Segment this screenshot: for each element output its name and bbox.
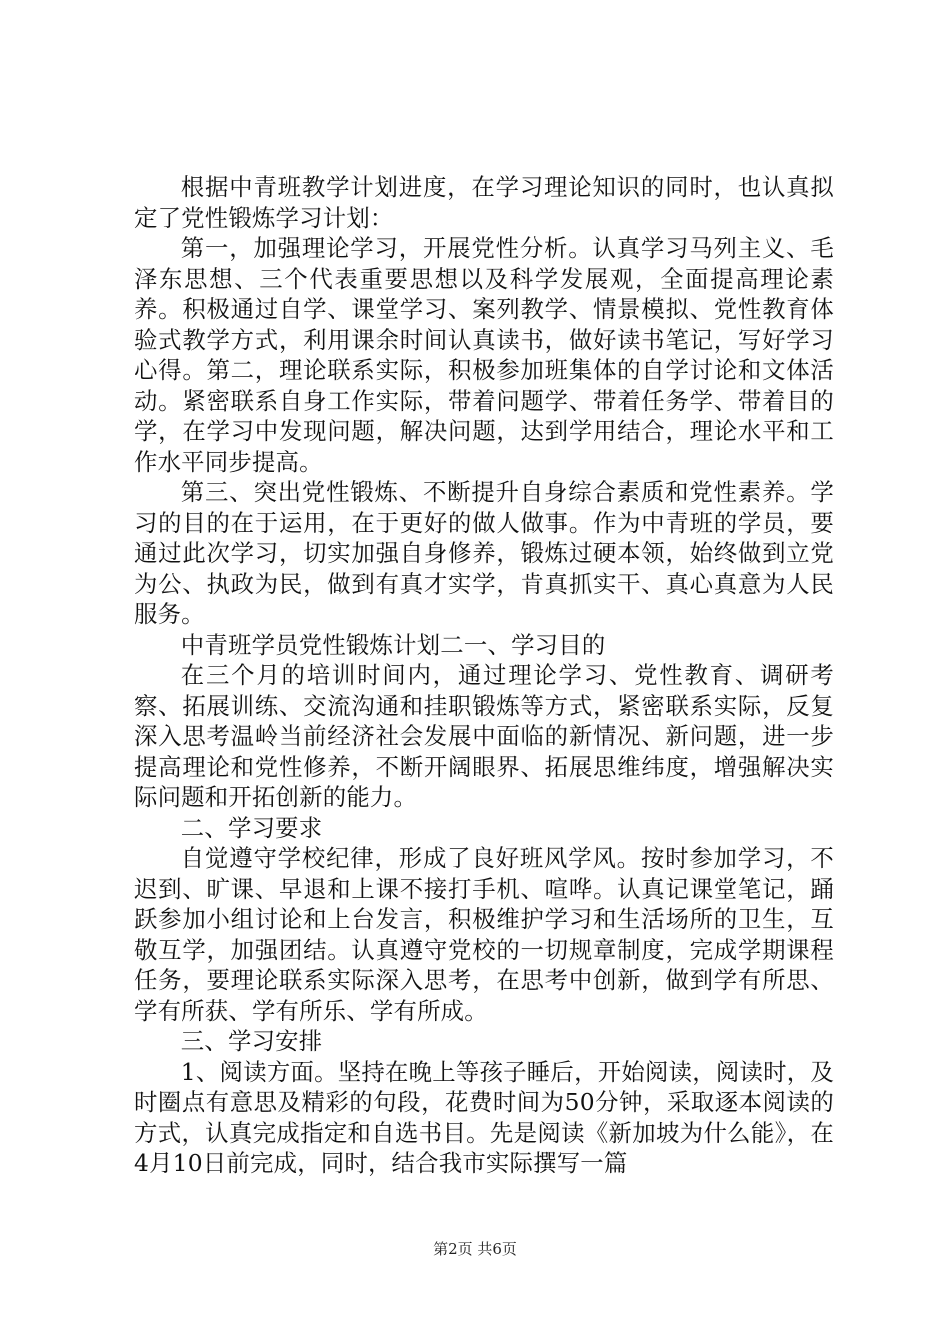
paragraph-first-second: 第一，加强理论学习，开展党性分析。认真学习马列主义、毛泽东思想、三个代表重要思想以及科学发展观，全面提高理论素养。积极通过自学、课堂学习、案列教学、情景模拟、党性教育体验式教学方式，利用课余时间认真读书，做好读书笔记，写好学习心得。第二，理论联系实际，积极参加班集体的自学讨论和文体活动。紧密联系自身工作实际，带着问题学、带着任务学、带着目的学，在学习中发现问题，解决问题，达到学用结合，理论水平和工作水平同步提高。 bbox=[134, 234, 834, 476]
page-number-footer: 第2页 共6页 bbox=[433, 1240, 517, 1258]
paragraph-reading: 1、阅读方面。坚持在晚上等孩子睡后，开始阅读，阅读时，及时圈点有意思及精彩的句段，花费时间为50分钟，采取逐本阅读的方式，认真完成指定和自选书目。先是阅读《新加坡为什么能》，在4月10日前完成，同时，结合我市实际撰写一篇 bbox=[134, 1057, 834, 1177]
section-heading-requirements: 二、学习要求 bbox=[180, 813, 323, 842]
paragraph-purpose: 在三个月的培训时间内，通过理论学习、党性教育、调研考察、拓展训练、交流沟通和挂职锻炼等方式，紧密联系实际，反复深入思考温岭当前经济社会发展中面临的新情况、新问题，进一步提高理论和党性修养，不断开阔眼界、拓展思维纬度，增强解决实际问题和开拓创新的能力。 bbox=[134, 661, 834, 811]
section-heading-arrangement: 三、学习安排 bbox=[180, 1027, 323, 1055]
paragraph-requirements: 自觉遵守学校纪律，形成了良好班风学风。按时参加学习，不迟到、旷课、早退和上课不接打手机、喧哗。认真记课堂笔记，踊跃参加小组讨论和上台发言，积极维护学习和生活场所的卫生，互敬互学，加强团结。认真遵守党校的一切规章制度，完成学期课程任务，要理论联系实际深入思考，在思考中创新，做到学有所思、学有所获、学有所乐、学有所成。 bbox=[134, 844, 834, 1025]
section-heading-purpose: 中青班学员党性锻炼计划二一、学习目的 bbox=[180, 630, 606, 659]
paragraph-third: 第三、突出党性锻炼、不断提升自身综合素质和党性素养。学习的目的在于运用，在于更好的做人做事。作为中青班的学员，要通过此次学习，切实加强自身修养，锻炼过硬本领，始终做到立党为公、执政为民，做到有真才实学，肯真抓实干、真心真意为人民服务。 bbox=[134, 478, 834, 628]
document-body bbox=[134, 172, 834, 1179]
paragraph-intro: 根据中青班教学计划进度，在学习理论知识的同时，也认真拟定了党性锻炼学习计划： bbox=[134, 173, 834, 232]
